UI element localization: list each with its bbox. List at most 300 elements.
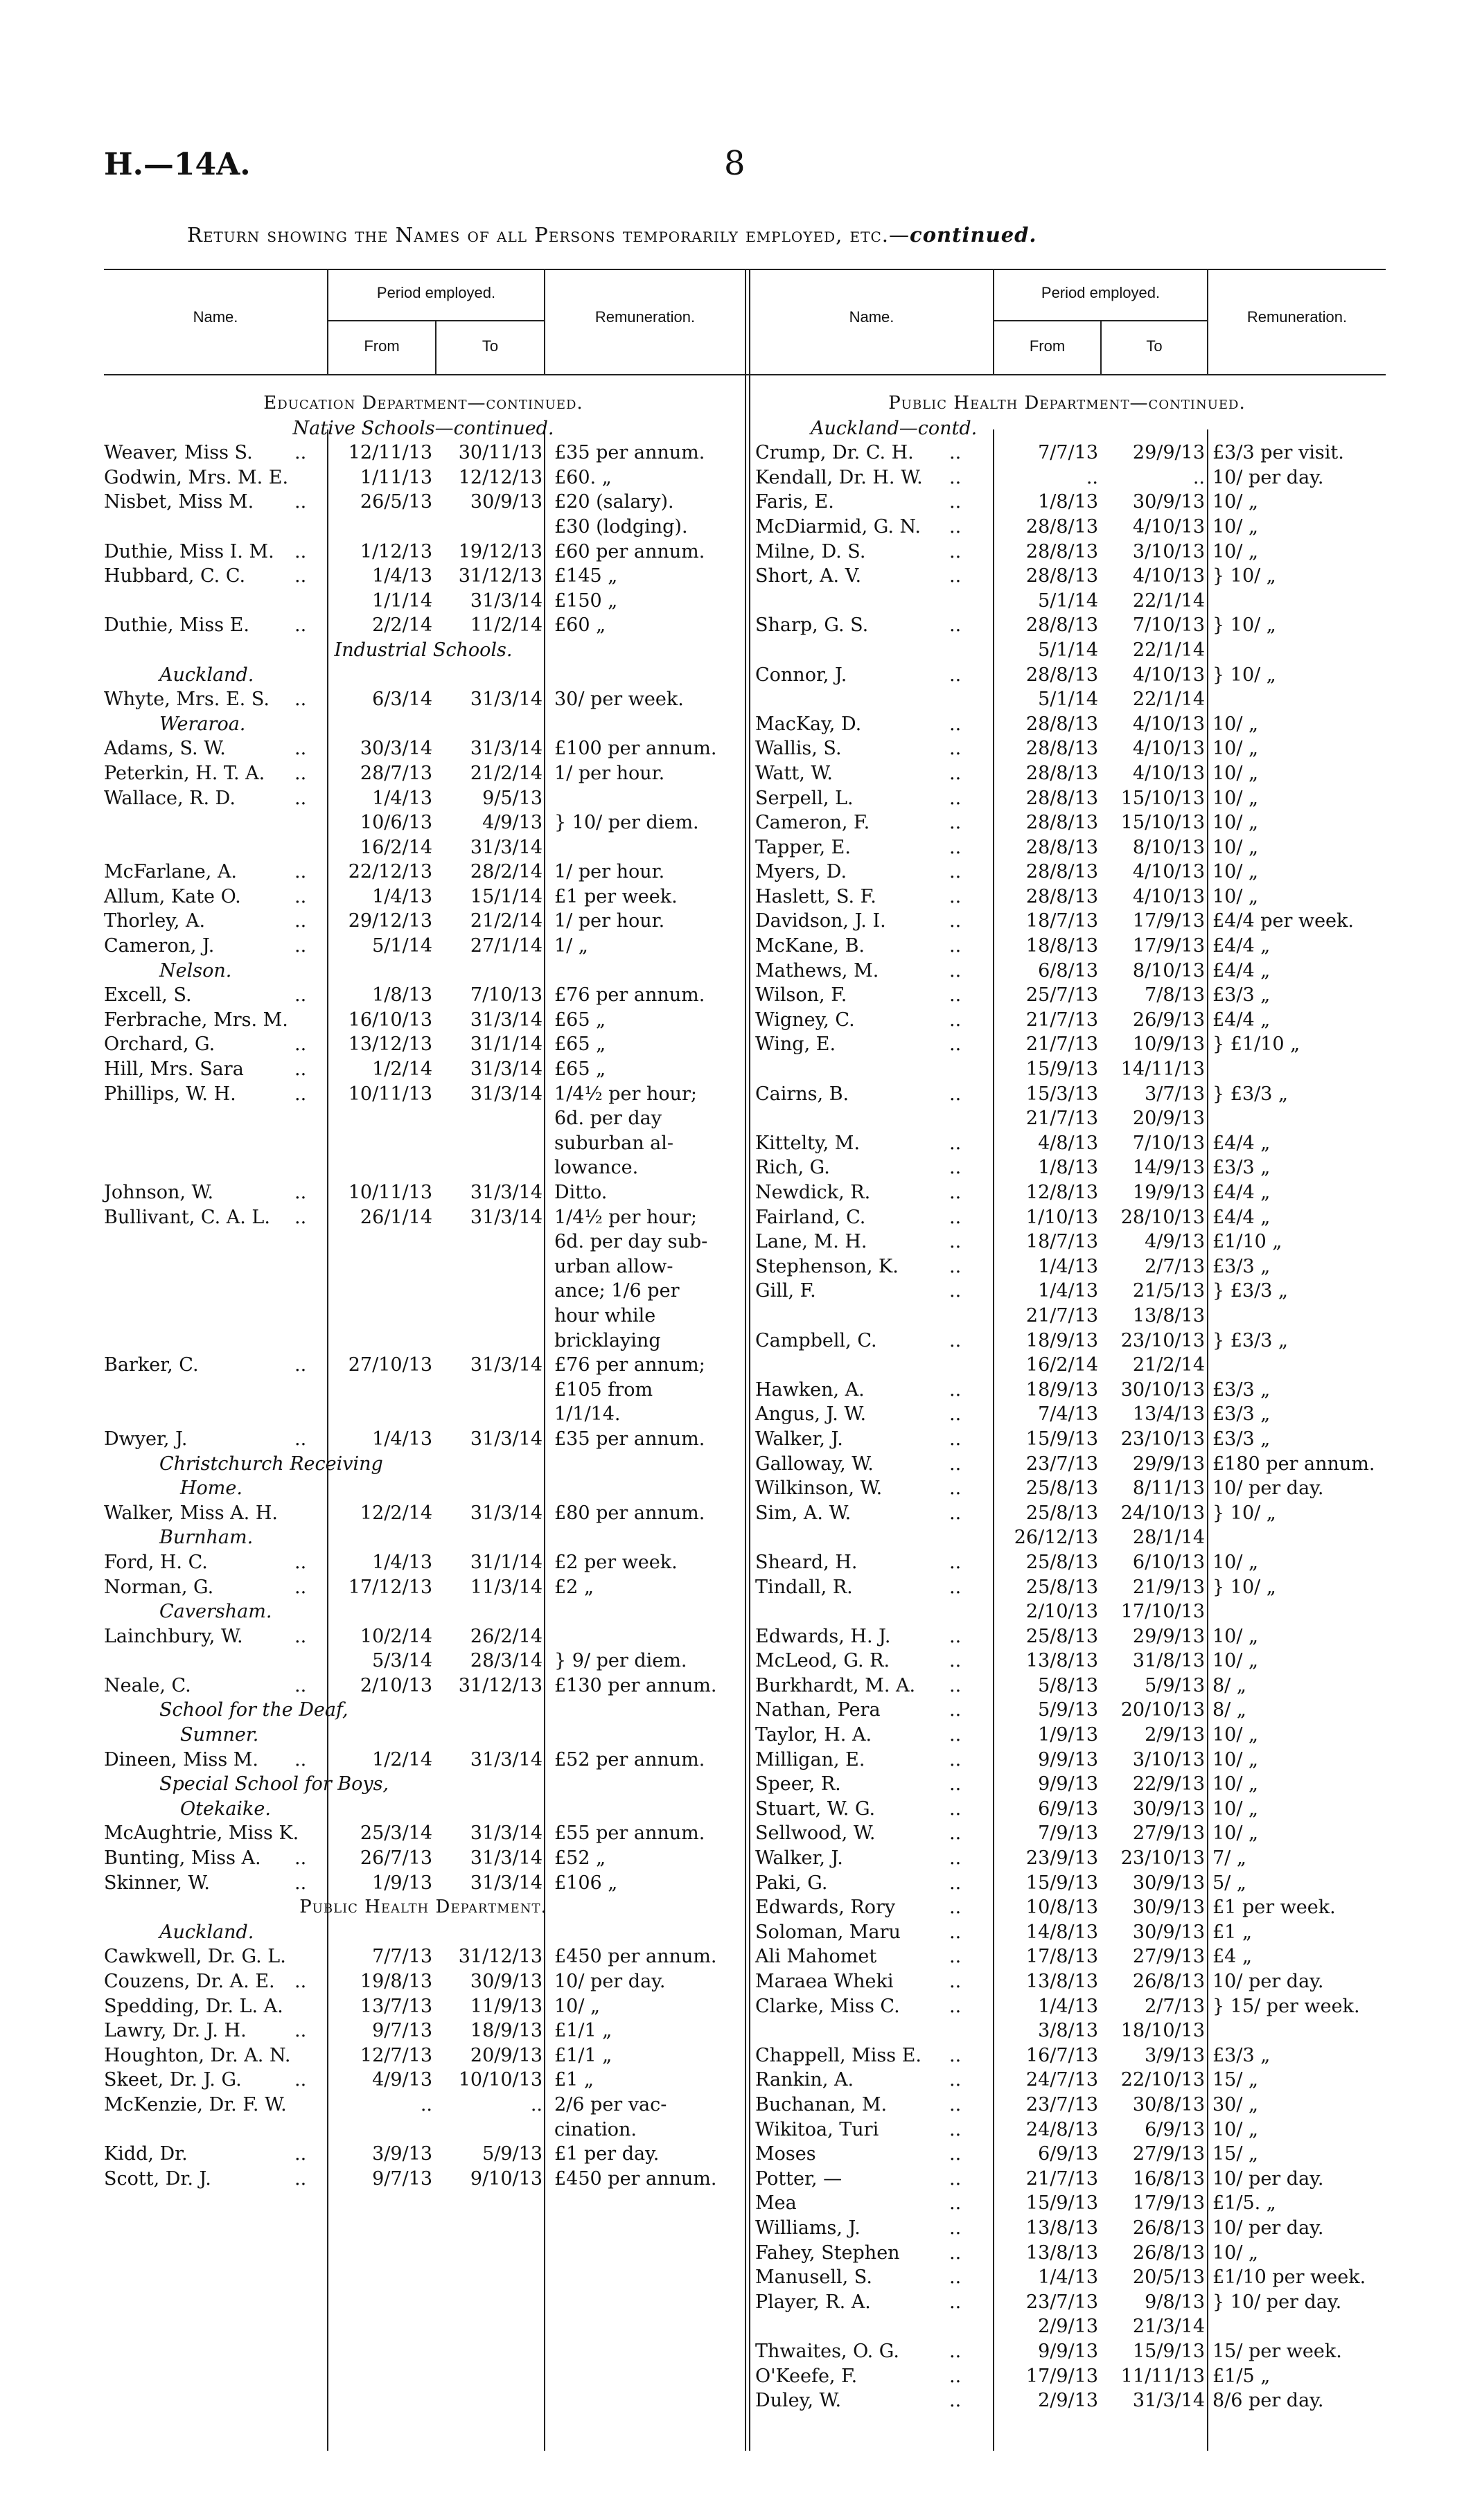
table-row	[755, 1797, 1441, 1822]
person-name: Serpell, L.	[755, 787, 854, 809]
table-row	[755, 2118, 1441, 2142]
table-row	[104, 1944, 743, 1969]
leader-dots: ..	[949, 1847, 962, 1870]
table-row	[755, 1624, 1441, 1649]
period-from: 2/9/13	[1038, 2390, 1098, 2412]
table-row	[104, 1427, 743, 1452]
table-row	[755, 2290, 1441, 2315]
remuneration: 10/ „	[554, 1995, 601, 2017]
period-from: 19/8/13	[360, 1971, 432, 1992]
remuneration: 5/ „	[1212, 1872, 1246, 1894]
period-from: 1/4/13	[1038, 1995, 1098, 2017]
leader-dots: ..	[294, 565, 307, 587]
table-row	[755, 1969, 1441, 1994]
period-to: 26/8/13	[1132, 2217, 1205, 2239]
remuneration: £1 per day.	[554, 2143, 660, 2165]
right-col-name-header: Name.	[849, 308, 894, 326]
remuneration: } 10/ „	[1212, 1502, 1276, 1524]
period-to: 30/9/13	[1132, 1921, 1205, 1943]
person-name: Johnson, W.	[104, 1182, 214, 1203]
remuneration: £65 „	[554, 1009, 606, 1031]
person-name: Duley, W.	[755, 2390, 842, 2412]
leader-dots: ..	[949, 910, 962, 932]
person-name: Burkhardt, M. A.	[755, 1674, 916, 1696]
remuneration: 10/ „	[1212, 861, 1259, 883]
table-row	[755, 934, 1441, 959]
heading-text: Nelson.	[159, 959, 232, 982]
period-to: 31/3/14	[470, 1847, 543, 1870]
person-name: Dwyer, J.	[104, 1428, 188, 1450]
period-from: 16/7/13	[1025, 2044, 1098, 2066]
table-row	[104, 2118, 743, 2142]
table-row	[755, 2388, 1441, 2413]
person-name: Taylor, H. A.	[755, 1724, 872, 1746]
person-name: Sim, A. W.	[755, 1502, 852, 1524]
period-to: 31/12/13	[458, 1946, 543, 1968]
table-row	[104, 1155, 743, 1180]
period-from: 28/8/13	[1025, 836, 1098, 858]
period-to: 30/8/13	[1132, 2093, 1205, 2115]
table-row	[104, 1304, 743, 1329]
period-to: 26/2/14	[470, 1625, 543, 1647]
leader-dots: ..	[949, 540, 962, 562]
table-row	[755, 1205, 1441, 1230]
table-row	[755, 835, 1441, 860]
period-to: 29/9/13	[1132, 1625, 1205, 1647]
person-name: Orchard, G.	[104, 1033, 215, 1056]
period-to: 30/9/13	[1132, 1897, 1205, 1919]
person-name: Skinner, W.	[104, 1872, 210, 1894]
remuneration: £4/4 „	[1212, 1009, 1271, 1031]
leader-dots: ..	[949, 713, 962, 735]
period-to: 19/9/13	[1132, 1182, 1205, 1203]
table-row	[755, 736, 1441, 761]
period-from: 28/8/13	[1025, 885, 1098, 907]
center-rule	[745, 269, 746, 2451]
heading-text: Public Health Department.	[299, 1897, 547, 1918]
remuneration: £450 per annum.	[554, 1946, 717, 1968]
leader-dots: ..	[949, 1724, 962, 1746]
table-row	[104, 1329, 743, 1354]
remuneration: } 10/ „	[1212, 614, 1276, 637]
remuneration: £3/3 „	[1212, 1378, 1271, 1401]
remuneration: 15/ „	[1212, 2069, 1259, 2091]
period-from: 30/3/14	[360, 738, 432, 760]
period-from: 13/8/13	[1025, 2217, 1098, 2239]
remuneration: 10/ „	[1212, 713, 1259, 735]
period-to: 7/10/13	[1132, 1132, 1205, 1154]
left-col-name-header: Name.	[193, 308, 238, 326]
table-row	[755, 687, 1441, 712]
period-from: 10/11/13	[348, 1083, 432, 1105]
remuneration: £4/4 „	[1212, 935, 1271, 957]
leader-dots: ..	[294, 861, 307, 883]
table-row	[755, 1131, 1441, 1156]
leader-dots: ..	[949, 1897, 962, 1919]
person-name: Thwaites, O. G.	[755, 2340, 899, 2362]
table-row	[104, 540, 743, 565]
table-row	[104, 2043, 743, 2068]
period-from: 28/8/13	[1025, 787, 1098, 809]
period-from: 12/2/14	[360, 1502, 432, 1524]
person-name: Soloman, Maru	[755, 1921, 901, 1943]
period-from: 12/7/13	[360, 2044, 432, 2066]
person-name: Norman, G.	[104, 1576, 214, 1598]
person-name: Sellwood, W.	[755, 1822, 876, 1845]
remuneration: } 10/ „	[1212, 1576, 1276, 1598]
section-heading	[755, 391, 1379, 416]
period-to: 4/10/13	[1132, 738, 1205, 760]
period-to: 3/9/13	[1145, 2044, 1205, 2066]
heading-text: Home.	[180, 1478, 242, 1500]
period-to: 6/10/13	[1132, 1551, 1205, 1573]
table-row	[755, 1525, 1441, 1550]
leader-dots: ..	[294, 1551, 307, 1573]
person-name: Dineen, Miss M.	[104, 1748, 258, 1771]
person-name: Weaver, Miss S.	[104, 442, 253, 464]
period-to: 28/3/14	[470, 1650, 543, 1672]
period-from: 15/9/13	[1025, 1428, 1098, 1450]
table-row	[755, 860, 1441, 885]
table-row	[104, 1674, 743, 1698]
right-col-from-header: From	[1029, 337, 1066, 355]
period-to: 7/10/13	[470, 984, 543, 1006]
period-to: 26/9/13	[1132, 1009, 1205, 1031]
table-row	[755, 1353, 1441, 1378]
heading-text: Caversham.	[159, 1601, 272, 1623]
leader-dots: ..	[294, 738, 307, 760]
table-row	[755, 761, 1441, 786]
period-from: 28/7/13	[360, 762, 432, 784]
person-name: Walker, J.	[755, 1847, 843, 1870]
leader-dots: ..	[949, 1009, 962, 1031]
subsection-heading	[104, 1525, 798, 1550]
person-name: Sharp, G. S.	[755, 614, 869, 637]
table-row	[755, 2043, 1441, 2068]
person-name: Walker, Miss A. H.	[104, 1502, 278, 1524]
period-to: 31/3/14	[470, 589, 543, 612]
remuneration: £65 „	[554, 1058, 606, 1081]
table-row	[104, 934, 743, 959]
remuneration: £80 per annum.	[554, 1502, 705, 1524]
remuneration: 10/ „	[1212, 1773, 1259, 1795]
person-name: Sheard, H.	[755, 1551, 858, 1573]
person-name: Faris, E.	[755, 491, 834, 513]
period-from: 1/8/13	[1038, 491, 1098, 513]
period-from: 26/1/14	[360, 1206, 432, 1228]
table-row	[755, 1452, 1441, 1477]
remuneration: Ditto.	[554, 1182, 608, 1203]
leader-dots: ..	[294, 1625, 307, 1647]
table-row	[755, 1846, 1441, 1871]
heading-text: Education Department—continued.	[263, 393, 583, 414]
period-from: 3/8/13	[1038, 2020, 1098, 2042]
period-from: 24/7/13	[1025, 2069, 1098, 2091]
period-from: 5/3/14	[372, 1650, 432, 1672]
period-from: 2/10/13	[360, 1674, 432, 1696]
period-to: 18/9/13	[470, 2020, 543, 2042]
person-name: Nisbet, Miss M.	[104, 491, 254, 513]
person-name: Ali Mahomet	[755, 1946, 877, 1968]
remuneration: £55 per annum.	[554, 1822, 705, 1845]
period-from: 6/8/13	[1038, 959, 1098, 982]
period-to: 22/1/14	[1132, 689, 1205, 711]
period-from: 28/8/13	[1025, 515, 1098, 538]
person-name: Wilkinson, W.	[755, 1478, 883, 1500]
person-name: Cameron, F.	[755, 812, 870, 834]
leader-dots: ..	[294, 885, 307, 907]
remuneration: £1 per week.	[554, 885, 678, 907]
period-from: 18/7/13	[1025, 1231, 1098, 1253]
period-from: 27/10/13	[348, 1354, 432, 1376]
table-row	[104, 2142, 743, 2167]
table-row	[104, 564, 743, 589]
leader-dots: ..	[949, 491, 962, 513]
table-row	[755, 1057, 1441, 1082]
person-name: Peterkin, H. T. A.	[104, 762, 265, 784]
period-from: 1/4/13	[372, 787, 432, 809]
table-row	[755, 490, 1441, 515]
leader-dots: ..	[949, 1946, 962, 1968]
remuneration: £60. „	[554, 466, 612, 488]
remuneration: 6d. per day	[554, 1108, 662, 1130]
leader-dots: ..	[294, 1674, 307, 1696]
heading-text: Auckland.	[159, 1921, 254, 1943]
leader-dots: ..	[949, 2143, 962, 2165]
table-row	[104, 515, 743, 540]
table-row	[755, 2314, 1441, 2339]
period-from: 16/2/14	[360, 836, 432, 858]
remuneration: £1/5. „	[1212, 2192, 1276, 2215]
remuneration: 10/ „	[1212, 1724, 1259, 1746]
remuneration: £2 „	[554, 1576, 594, 1598]
table-row	[755, 1008, 1441, 1033]
person-name: Tindall, R.	[755, 1576, 853, 1598]
person-name: Ford, H. C.	[104, 1551, 208, 1573]
remuneration: 10/ „	[1212, 812, 1259, 834]
table-row	[755, 1550, 1441, 1575]
table-row	[755, 1082, 1441, 1107]
period-to: 6/9/13	[1145, 2118, 1205, 2140]
table-row	[755, 1599, 1441, 1624]
period-from: 28/8/13	[1025, 812, 1098, 834]
period-from: 25/8/13	[1025, 1551, 1098, 1573]
person-name: Gill, F.	[755, 1280, 816, 1302]
period-from: 9/7/13	[372, 2167, 432, 2190]
leader-dots: ..	[949, 2291, 962, 2313]
table-row	[104, 687, 743, 712]
period-to: 19/12/13	[458, 540, 543, 562]
period-to: 31/3/14	[470, 738, 543, 760]
center-rule-2	[749, 269, 750, 2451]
person-name: Newdick, R.	[755, 1182, 871, 1203]
period-from: 21/7/13	[1025, 2167, 1098, 2190]
period-to: 7/8/13	[1145, 984, 1205, 1006]
person-name: Rankin, A.	[755, 2069, 854, 2091]
period-to: 9/10/13	[470, 2167, 543, 2190]
leader-dots: ..	[294, 614, 307, 637]
period-from: 25/8/13	[1025, 1625, 1098, 1647]
remuneration: 1/1/14.	[554, 1403, 621, 1426]
remuneration: £65 „	[554, 1033, 606, 1056]
person-name: Player, R. A.	[755, 2291, 871, 2313]
period-to: 31/3/14	[470, 1354, 543, 1376]
remuneration: 30/ per week.	[554, 689, 684, 711]
table-row	[104, 2167, 743, 2192]
period-to: 21/2/14	[1132, 1354, 1205, 1376]
remuneration: 8/ „	[1212, 1699, 1246, 1721]
person-name: Duthie, Miss E.	[104, 614, 249, 637]
person-name: Duthie, Miss I. M.	[104, 540, 274, 562]
leader-dots: ..	[949, 1329, 962, 1351]
left-col-from-header: From	[364, 337, 400, 355]
table-row	[755, 1944, 1441, 1969]
period-from: 1/12/13	[360, 540, 432, 562]
period-from: 18/8/13	[1025, 935, 1098, 957]
period-from: 26/12/13	[1014, 1527, 1098, 1549]
remuneration: £106 „	[554, 1872, 618, 1894]
period-to: 27/9/13	[1132, 2143, 1205, 2165]
period-from: 10/8/13	[1025, 1897, 1098, 1919]
table-row	[755, 786, 1441, 811]
period-from: 25/8/13	[1025, 1478, 1098, 1500]
subsection-heading	[104, 959, 798, 984]
period-from: 13/8/13	[1025, 1650, 1098, 1672]
leader-dots: ..	[949, 442, 962, 464]
period-to: 31/3/14	[470, 1822, 543, 1845]
period-to: 13/4/13	[1132, 1403, 1205, 1426]
right-column	[755, 391, 1441, 2413]
period-to: 24/10/13	[1120, 1502, 1205, 1524]
person-name: Mathews, M.	[755, 959, 879, 982]
table-row	[755, 1994, 1441, 2019]
table-row	[104, 1550, 743, 1575]
period-to: 27/9/13	[1132, 1822, 1205, 1845]
leader-dots: ..	[949, 861, 962, 883]
period-to: 4/9/13	[1145, 1231, 1205, 1253]
table-row	[755, 1698, 1441, 1723]
person-name: Phillips, W. H.	[104, 1083, 236, 1105]
leader-dots: ..	[949, 1453, 962, 1475]
period-to: 22/1/14	[1132, 639, 1205, 661]
remuneration: £130 per annum.	[554, 1674, 717, 1696]
period-from: 1/4/13	[372, 565, 432, 587]
leader-dots: ..	[949, 614, 962, 637]
period-to: 15/1/14	[470, 885, 543, 907]
period-to: 15/9/13	[1132, 2340, 1205, 2362]
remuneration: 8/6 per day.	[1212, 2390, 1324, 2412]
table-row	[755, 2093, 1441, 2118]
left-col-period-header: Period employed.	[376, 284, 496, 301]
table-row	[755, 1501, 1441, 1526]
period-from: 21/7/13	[1025, 1033, 1098, 1056]
subsection-heading	[104, 712, 798, 737]
period-from: 1/9/13	[372, 1872, 432, 1894]
period-from: 25/8/13	[1025, 1576, 1098, 1598]
leader-dots: ..	[949, 1378, 962, 1401]
remuneration: 10/ per day.	[1212, 2217, 1324, 2239]
person-name: Ferbrache, Mrs. M.	[104, 1009, 288, 1031]
table-row	[104, 2068, 743, 2093]
remuneration: 10/ „	[1212, 762, 1259, 784]
period-from: 12/8/13	[1025, 1182, 1098, 1203]
leader-dots: ..	[949, 1428, 962, 1450]
period-from: 18/7/13	[1025, 910, 1098, 932]
period-to: 31/3/14	[470, 689, 543, 711]
remuneration: } £3/3 „	[1212, 1329, 1288, 1351]
period-to: 17/9/13	[1132, 910, 1205, 932]
leader-dots: ..	[949, 1995, 962, 2017]
heading-text: Special School for Boys,	[159, 1773, 389, 1795]
person-name: Maraea Wheki	[755, 1971, 894, 1992]
remuneration: £1 per week.	[1212, 1897, 1336, 1919]
period-from: 5/1/14	[1038, 589, 1098, 612]
person-name: Edwards, H. J.	[755, 1625, 891, 1647]
subsection-heading	[104, 638, 743, 663]
person-name: Hawken, A.	[755, 1378, 865, 1401]
remuneration: 10/ „	[1212, 1748, 1259, 1771]
remuneration: } £3/3 „	[1212, 1083, 1288, 1105]
table-row	[755, 1575, 1441, 1600]
remuneration: 10/ „	[1212, 540, 1259, 562]
table-row	[104, 1501, 743, 1526]
table-row	[755, 1895, 1441, 1920]
period-to: 3/10/13	[1132, 1748, 1205, 1771]
remuneration: urban allow-	[554, 1255, 673, 1277]
leader-dots: ..	[294, 442, 307, 464]
remuneration: £1 „	[1212, 1921, 1252, 1943]
table-row	[755, 959, 1441, 984]
leader-dots: ..	[949, 1921, 962, 1943]
remuneration: 10/ „	[1212, 885, 1259, 907]
person-name: Neale, C.	[104, 1674, 191, 1696]
period-to: 23/10/13	[1120, 1428, 1205, 1450]
leader-dots: ..	[949, 984, 962, 1006]
remuneration: £150 „	[554, 589, 618, 612]
period-from: 9/9/13	[1038, 1748, 1098, 1771]
leader-dots: ..	[294, 762, 307, 784]
subsection-heading	[104, 1920, 798, 1945]
person-name: Whyte, Mrs. E. S.	[104, 689, 270, 711]
remuneration: £3/3 „	[1212, 984, 1271, 1006]
table-row	[755, 441, 1441, 465]
leader-dots: ..	[949, 885, 962, 907]
remuneration: £3/3 per visit.	[1212, 442, 1344, 464]
remuneration: £35 per annum.	[554, 442, 705, 464]
period-to: 27/9/13	[1132, 1946, 1205, 1968]
leader-dots: ..	[949, 2340, 962, 2362]
leader-dots: ..	[294, 1354, 307, 1376]
remuneration: £4/4 „	[1212, 959, 1271, 982]
remuneration: 1/ „	[554, 935, 588, 957]
remuneration: 10/ per day.	[554, 1971, 666, 1992]
return-title-continued: continued.	[910, 223, 1037, 247]
period-from: 21/7/13	[1025, 1009, 1098, 1031]
table-row	[755, 1920, 1441, 1945]
period-to: 3/7/13	[1145, 1083, 1205, 1105]
table-row	[104, 589, 743, 614]
period-to: 31/3/14	[470, 1748, 543, 1771]
heading-text: Auckland.	[159, 664, 254, 686]
leader-dots: ..	[294, 1058, 307, 1081]
person-name: Angus, J. W.	[755, 1403, 867, 1426]
remuneration: } 15/ per week.	[1212, 1995, 1360, 2017]
person-name: McFarlane, A.	[104, 861, 238, 883]
period-from: 28/8/13	[1025, 713, 1098, 735]
leader-dots: ..	[949, 1625, 962, 1647]
period-to: 21/2/14	[470, 910, 543, 932]
table-row	[104, 441, 743, 465]
